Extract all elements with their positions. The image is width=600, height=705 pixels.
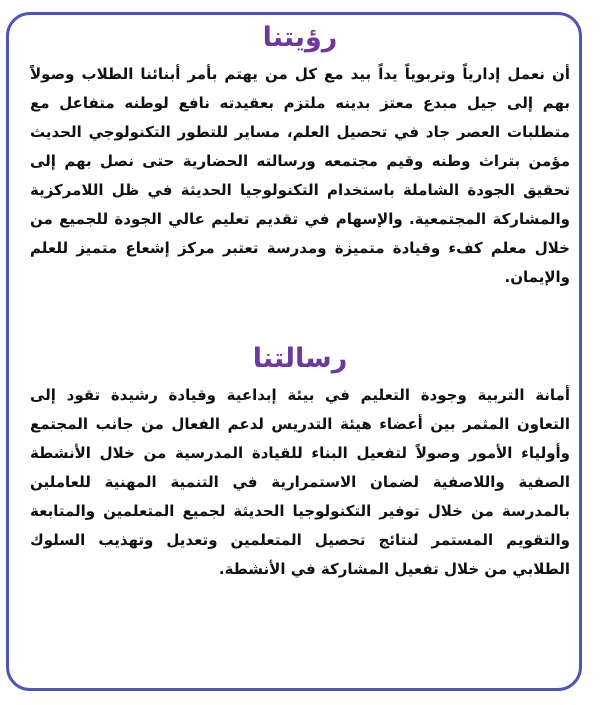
vision-heading: رؤيتنا <box>262 22 338 53</box>
vision-text: أن نعمل إدارياً وتربوياً يداً بيد مع كل من يهتم بأمر أبنائنا الطلاب وصولاً بهم إلى جيل مبدع معتز بدينه ملتزم بعقيدته نافع لوطنه متفاعل مع متطلبات العصر جاد في تحصيل العلم، مساير للتطور التكنولوجي الحديث مؤمن بتراث وطنه وقيم مجتمعه ورسالته الحضارية حتى نصل بهم إلى تحقيق الجودة الشاملة باستخدام التكنولوجيا الحديثة في ظل اللامركزية والمشاركة المجتمعية. والإسهام في تقديم تعليم عالي الجودة للجميع من خلال معلم كفء وقيادة متميزة ومدرسة تعتبر مركز إشعاع متميز للعلم والإيمان. <box>30 65 570 287</box>
mission-text: أمانة التربية وجودة التعليم في بيئة إبداعية وقيادة رشيدة تقود إلى التعاون المثمر بين أعضاء هيئة التدريس لدعم الفعال من جانب المجتمع وأولياء الأمور وصولاً لتفعيل البناء للقيادة المدرسية من خلال الأنشطة الصفية واللاصفية لضمان الاستمرارية في التنمية المهنية للعاملين بالمدرسة من خلال توفير التكنولوجيا الحديثة لجميع المتعلمين والمتابعة والتقويم المستمر لنتائج تحصيل المتعلمين وتعديل وتهذيب السلوك الطلابي من خلال تفعيل المشاركة في الأنشطة. <box>30 386 570 579</box>
mission-heading: رسالتنا <box>252 343 348 374</box>
vision-section <box>30 22 570 292</box>
mission-section <box>30 343 570 584</box>
